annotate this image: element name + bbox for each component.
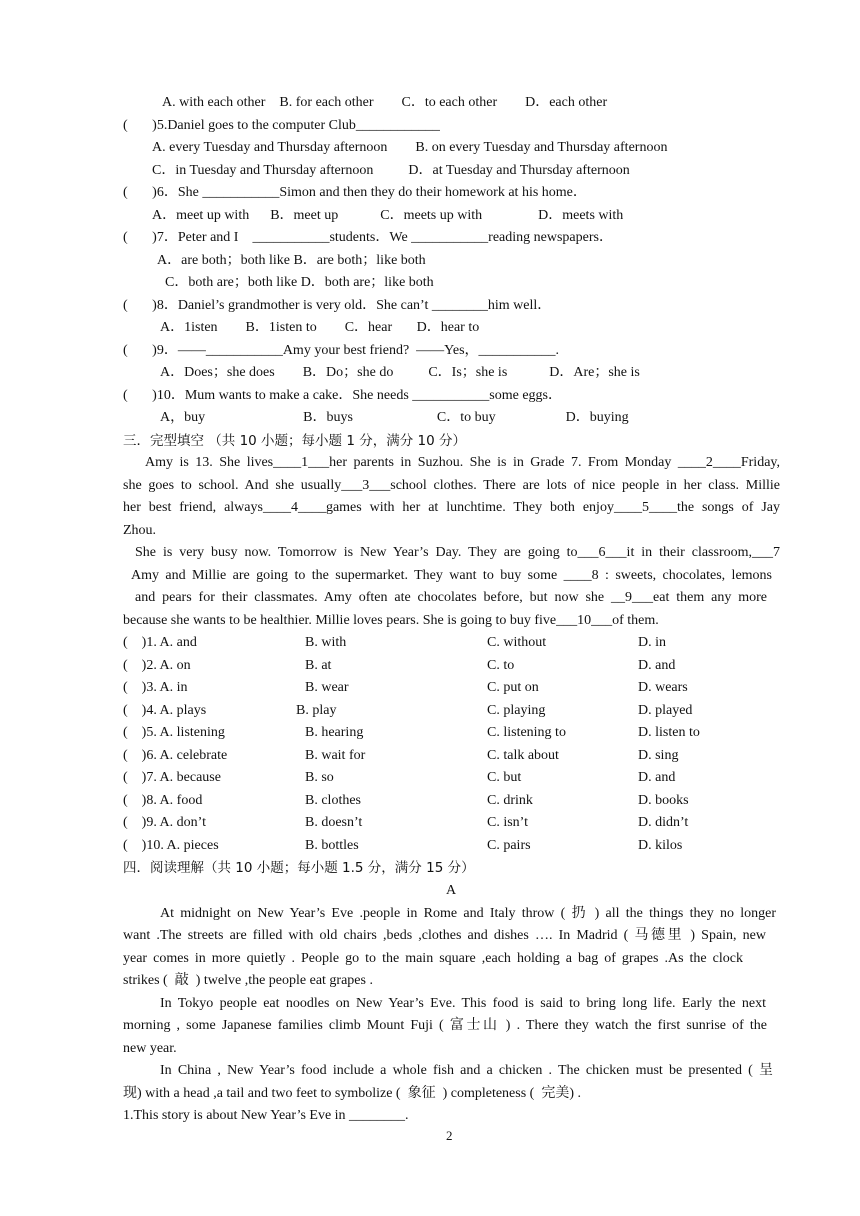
cloze-option-7-d: D. and: [638, 770, 676, 785]
q7-options-cd: C．both are；both like D．both are；like both: [165, 275, 434, 290]
cloze-line-5: She is very busy now. Tomorrow is New Year’s Day. They are going to___6___it in their classroom,___7: [135, 545, 780, 560]
reading-line-6: morning , some Japanese families climb Mount Fuji ( 富士山 ) . There they watch the first sunrise of the: [123, 1018, 767, 1033]
cloze-line-6: Amy and Millie are going to the supermarket. They want to buy some ____8 : sweets, chocolates, lemons: [131, 568, 772, 583]
cloze-line-8: because she wants to be healthier. Millie loves pears. She is going to buy five___10___of them.: [123, 613, 659, 628]
q4-options: A. with each other B. for each other C．to each other D．each other: [162, 95, 608, 110]
q5-options-cd: C．in Tuesday and Thursday afternoon D．at Tuesday and Thursday afternoon: [152, 163, 630, 178]
q5-stem: ( )5.Daniel goes to the computer Club____________: [123, 118, 440, 133]
cloze-option-6-num: ( )6. A. celebrate: [123, 747, 228, 763]
cloze-line-7: and pears for their classmates. Amy often ate chocolates before, but now she __9___eat them any more: [135, 590, 767, 605]
q9-options: A．Does；she does B．Do；she do C．Is；she is D．Are；she is: [160, 365, 640, 380]
cloze-option-5-b: B. hearing: [305, 725, 364, 740]
cloze-line-4: Zhou.: [123, 523, 157, 538]
cloze-option-9-num: ( )9. A. don’t: [123, 815, 206, 830]
cloze-option-2-d: D. and: [638, 657, 676, 673]
cloze-option-4-c: C. playing: [487, 702, 546, 718]
q5-options-ab: A. every Tuesday and Thursday afternoon B. on every Tuesday and Thursday afternoon: [152, 140, 668, 155]
cloze-option-7-b: B. so: [305, 770, 334, 785]
cloze-option-5-num: ( )5. A. listening: [123, 725, 225, 740]
q7-options-ab: A．are both；both like B．are both；like both: [157, 253, 426, 268]
cloze-option-1-num: ( )1. A. and: [123, 635, 197, 650]
cloze-option-2-b: B. at: [305, 657, 332, 673]
cloze-option-1-c: C. without: [487, 635, 547, 650]
cloze-option-5-d: D. listen to: [638, 725, 700, 740]
passage-a-label: A: [446, 883, 457, 898]
cloze-option-3-d: D. wears: [638, 680, 688, 695]
q8-options: A．1isten B．1isten to C．hear D．hear to: [160, 320, 480, 335]
q10-options: A，buy B．buys C．to buy D．buying: [160, 410, 629, 425]
reading-question-1: 1.This story is about New Year’s Eve in ________.: [123, 1108, 409, 1123]
cloze-line-3: her best friend, always____4____games with her at lunchtime. They both enjoy____5____the songs of Jay: [123, 500, 780, 515]
cloze-option-10-b: B. bottles: [305, 837, 359, 853]
section-4-heading: 四．阅读理解（共 10 小题；每小题 1.5 分，满分 15 分）: [123, 860, 475, 876]
section-3-heading: 三．完型填空 （共 10 小题；每小题 1 分，满分 10 分）: [123, 433, 466, 449]
q7-stem: ( )7．Peter and I ___________students．We ___________reading newspapers．: [123, 230, 613, 245]
cloze-option-4-b: B. play: [296, 702, 337, 718]
cloze-option-9-b: B. doesn’t: [305, 815, 363, 830]
page-number: 2: [446, 1128, 453, 1143]
cloze-option-6-d: D. sing: [638, 747, 679, 763]
cloze-line-1: Amy is 13. She lives____1___her parents in Suzhou. She is in Grade 7. From Monday ____2____Friday,: [145, 455, 780, 470]
q6-options: A．meet up with B．meet up C．meets up with D．meets with: [152, 208, 624, 223]
cloze-line-2: she goes to school. And she usually___3___school clothes. There are lots of nice people in her class. Millie: [123, 478, 780, 493]
cloze-option-7-c: C. but: [487, 770, 522, 785]
reading-line-5: In Tokyo people eat noodles on New Year’s Eve. This food is said to bring long life. Early the next: [160, 996, 766, 1011]
reading-line-9: 现) with a head ,a tail and two feet to symbolize ( 象征 ) completeness ( 完美) .: [123, 1086, 581, 1101]
cloze-option-4-num: ( )4. A. plays: [123, 702, 207, 718]
cloze-option-6-b: B. wait for: [305, 747, 366, 763]
cloze-option-2-num: ( )2. A. on: [123, 657, 191, 673]
reading-line-3: year comes in more quietly . People go to the main square ,each holding a bag of grapes .As the clock: [123, 951, 743, 966]
cloze-option-7-num: ( )7. A. because: [123, 770, 221, 785]
cloze-option-3-num: ( )3. A. in: [123, 680, 188, 695]
reading-line-1: At midnight on New Year’s Eve .people in Rome and Italy throw ( 扔 ) all the things they no longer: [160, 906, 776, 921]
cloze-option-9-c: C. isn’t: [487, 815, 528, 830]
cloze-option-8-b: B. clothes: [305, 792, 361, 808]
cloze-option-1-b: B. with: [305, 635, 347, 650]
cloze-option-8-num: ( )8. A. food: [123, 792, 203, 808]
cloze-option-1-d: D. in: [638, 635, 666, 650]
cloze-option-8-d: D. books: [638, 792, 689, 808]
q10-stem: ( )10．Mum wants to make a cake．She needs ___________some eggs．: [123, 388, 562, 403]
q9-stem: ( )9．——___________Amy your best friend? ——Yes，___________.: [123, 343, 560, 358]
cloze-option-8-c: C. drink: [487, 792, 533, 808]
cloze-option-9-d: D. didn’t: [638, 815, 689, 830]
cloze-option-3-b: B. wear: [305, 680, 349, 695]
q6-stem: ( )6．She ___________Simon and then they do their homework at his home．: [123, 185, 587, 200]
reading-line-7: new year.: [123, 1041, 177, 1056]
cloze-option-10-num: ( )10. A. pieces: [123, 837, 219, 853]
cloze-option-4-d: D. played: [638, 702, 693, 718]
cloze-option-10-c: C. pairs: [487, 837, 531, 853]
q8-stem: ( )8．Daniel’s grandmother is very old．She can’t ________him well．: [123, 298, 552, 313]
reading-line-4: strikes ( 敲 ) twelve ,the people eat grapes .: [123, 973, 373, 988]
cloze-option-3-c: C. put on: [487, 680, 539, 695]
reading-line-8: In China , New Year’s food include a whole fish and a chicken . The chicken must be presented ( 呈: [160, 1063, 773, 1078]
cloze-option-2-c: C. to: [487, 657, 515, 673]
cloze-option-5-c: C. listening to: [487, 725, 566, 740]
cloze-option-6-c: C. talk about: [487, 747, 559, 763]
reading-line-2: want .The streets are filled with old chairs ,beds ,clothes and dishes …. In Madrid ( 马德里 ) Spain, new: [123, 928, 766, 943]
cloze-option-10-d: D. kilos: [638, 837, 683, 853]
